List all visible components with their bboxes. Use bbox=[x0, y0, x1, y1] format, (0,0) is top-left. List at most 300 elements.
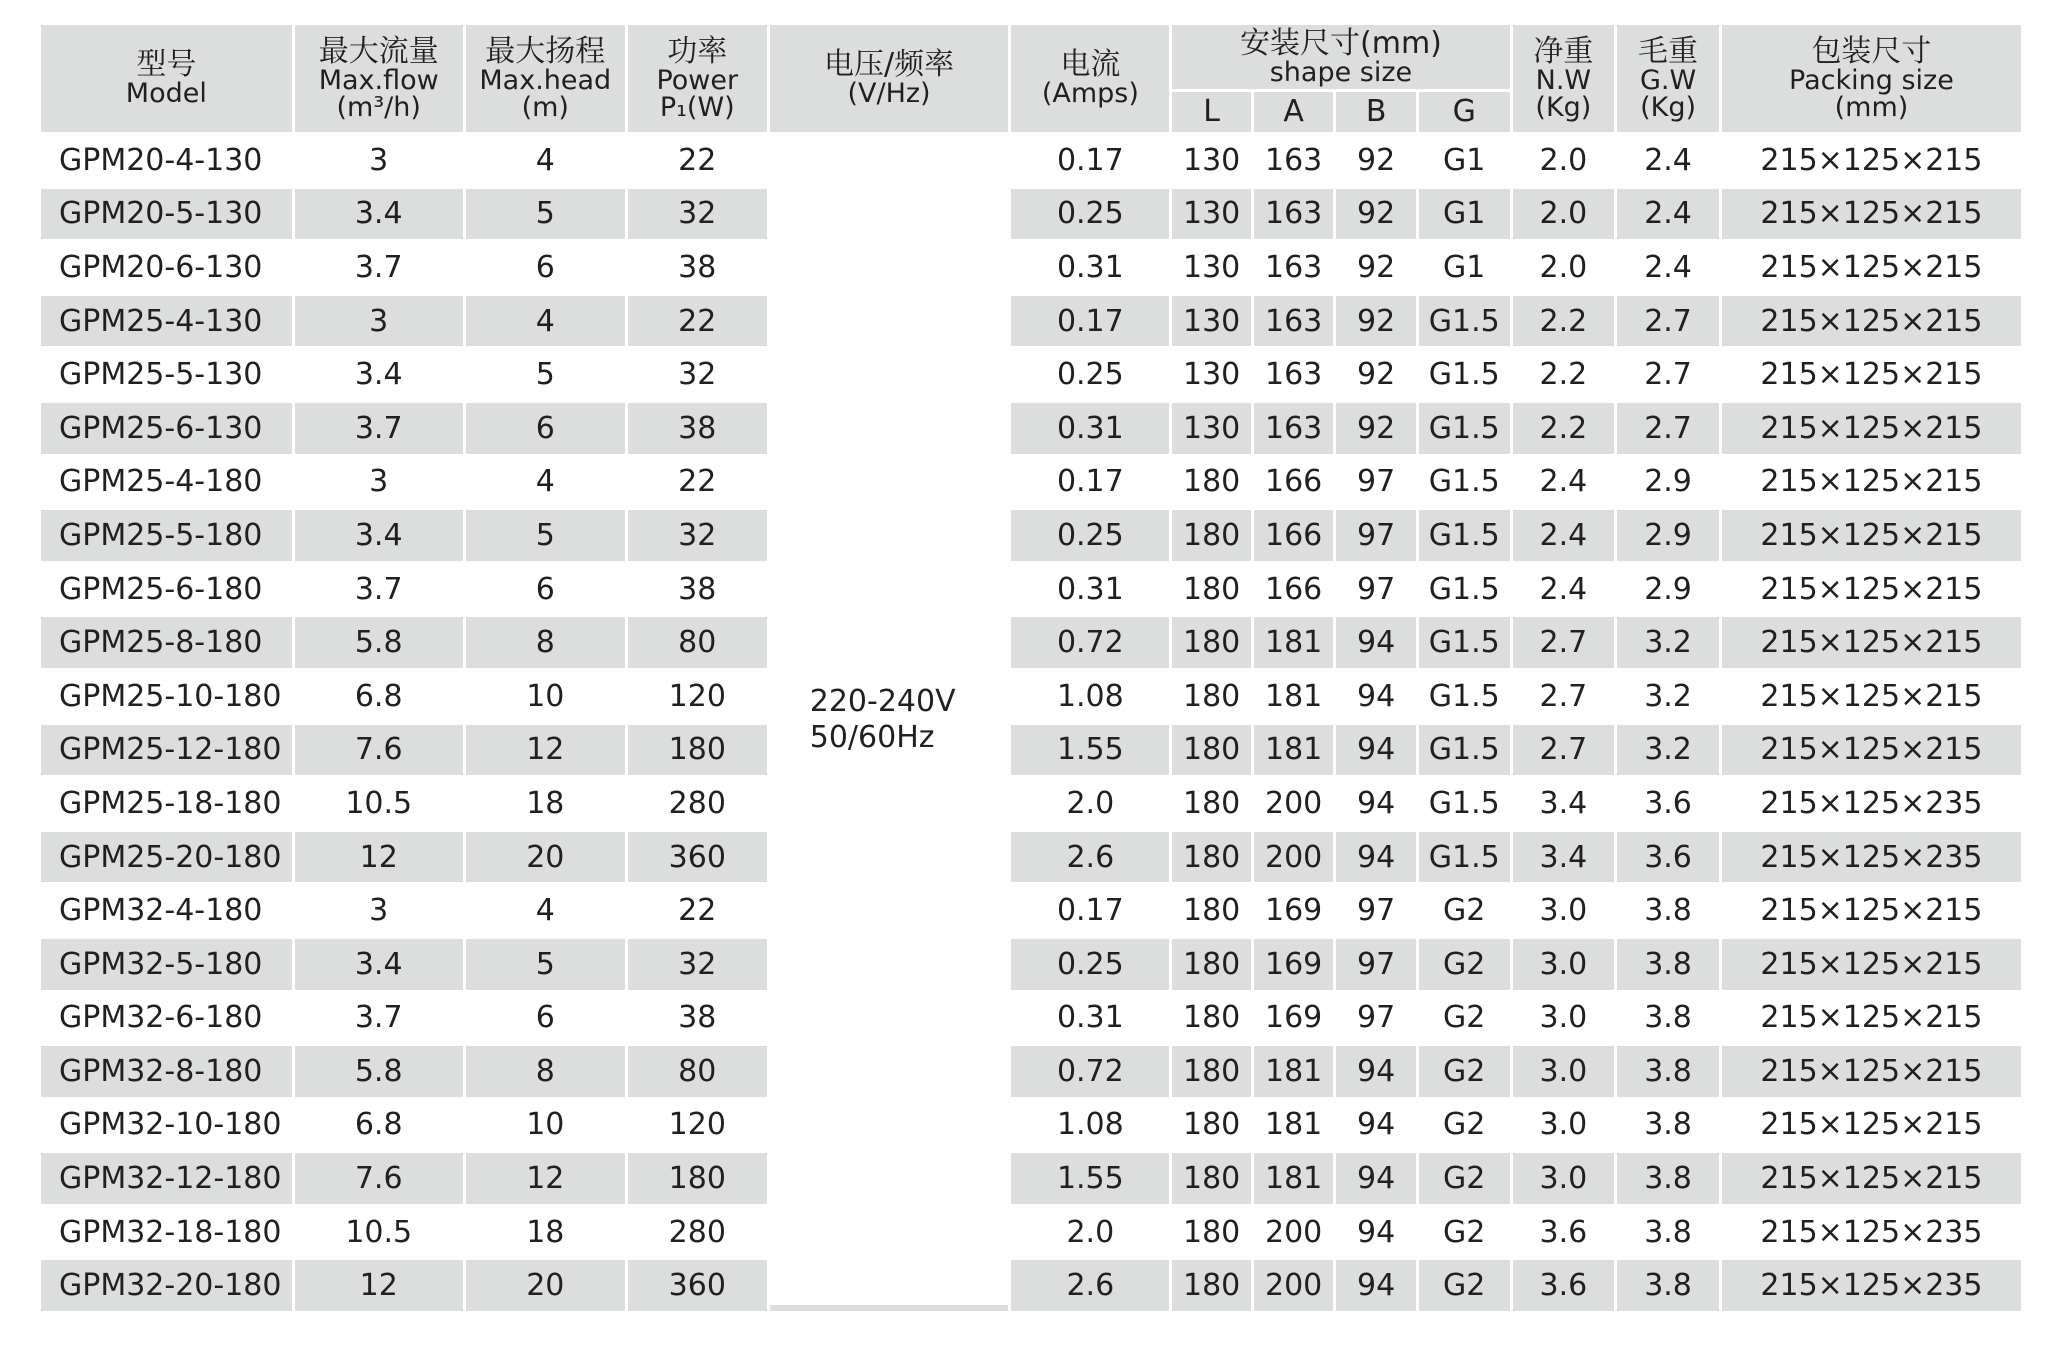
table-row bbox=[41, 403, 2021, 454]
cell-a: 181 bbox=[1254, 617, 1334, 668]
cell-power: 280 bbox=[628, 778, 767, 829]
cell-power: 180 bbox=[628, 725, 767, 776]
cell-l: 180 bbox=[1172, 671, 1251, 722]
cell-a: 200 bbox=[1254, 778, 1334, 829]
table-row bbox=[41, 457, 2021, 508]
cell-amps: 0.72 bbox=[1011, 1046, 1169, 1097]
cell-g: G1 bbox=[1419, 242, 1510, 293]
cell-l: 130 bbox=[1172, 189, 1251, 240]
cell-pack: 215×125×215 bbox=[1722, 189, 2021, 240]
cell-a: 169 bbox=[1254, 885, 1334, 936]
table-row bbox=[41, 349, 2021, 400]
cell-a: 163 bbox=[1254, 403, 1334, 454]
header-voltage bbox=[770, 25, 1009, 132]
cell-head: 18 bbox=[466, 1207, 625, 1258]
cell-g: G1.5 bbox=[1419, 617, 1510, 668]
header-nw-unit: (Kg) bbox=[1535, 91, 1592, 123]
cell-model: GPM25-20-180 bbox=[41, 832, 292, 883]
table-row bbox=[41, 135, 2021, 186]
cell-b: 94 bbox=[1336, 725, 1416, 776]
cell-l: 180 bbox=[1172, 939, 1251, 990]
table-row bbox=[41, 510, 2021, 561]
cell-pack: 215×125×215 bbox=[1722, 510, 2021, 561]
header-install-l: L bbox=[1172, 92, 1251, 132]
cell-model: GPM25-5-130 bbox=[41, 349, 292, 400]
cell-pack: 215×125×215 bbox=[1722, 457, 2021, 508]
header-packing-unit: (mm) bbox=[1834, 91, 1909, 123]
cell-pack: 215×125×215 bbox=[1722, 885, 2021, 936]
cell-l: 180 bbox=[1172, 1046, 1251, 1097]
cell-l: 130 bbox=[1172, 349, 1251, 400]
cell-gw: 3.8 bbox=[1617, 993, 1719, 1044]
cell-model: GPM32-6-180 bbox=[41, 993, 292, 1044]
cell-gw: 3.8 bbox=[1617, 1100, 1719, 1151]
header-nw-zh: 净重 bbox=[1533, 33, 1594, 69]
header-install-a: A bbox=[1254, 92, 1334, 132]
cell-nw: 3.4 bbox=[1513, 778, 1615, 829]
cell-head: 5 bbox=[466, 939, 625, 990]
cell-amps: 0.31 bbox=[1011, 993, 1169, 1044]
cell-model: GPM25-6-130 bbox=[41, 403, 292, 454]
cell-power: 22 bbox=[628, 457, 767, 508]
cell-g: G2 bbox=[1419, 885, 1510, 936]
header-power-unit: P₁(W) bbox=[659, 91, 735, 123]
cell-l: 130 bbox=[1172, 296, 1251, 347]
cell-power: 38 bbox=[628, 242, 767, 293]
header-install-en: shape size bbox=[1269, 56, 1413, 88]
header-current bbox=[1011, 25, 1169, 132]
cell-model: GPM32-12-180 bbox=[41, 1153, 292, 1204]
cell-model: GPM32-20-180 bbox=[41, 1260, 292, 1311]
table-row bbox=[41, 993, 2021, 1044]
header-power bbox=[628, 25, 767, 132]
cell-gw: 2.7 bbox=[1617, 296, 1719, 347]
cell-pack: 215×125×215 bbox=[1722, 1153, 2021, 1204]
cell-a: 166 bbox=[1254, 564, 1334, 615]
cell-gw: 2.9 bbox=[1617, 510, 1719, 561]
cell-a: 200 bbox=[1254, 832, 1334, 883]
cell-pack: 215×125×215 bbox=[1722, 617, 2021, 668]
header-head-unit: (m) bbox=[521, 91, 569, 123]
cell-amps: 2.0 bbox=[1011, 778, 1169, 829]
cell-nw: 2.4 bbox=[1513, 510, 1615, 561]
cell-flow: 3.7 bbox=[295, 564, 463, 615]
cell-l: 180 bbox=[1172, 1100, 1251, 1151]
cell-l: 180 bbox=[1172, 457, 1251, 508]
cell-b: 94 bbox=[1336, 832, 1416, 883]
cell-nw: 2.7 bbox=[1513, 617, 1615, 668]
cell-model: GPM25-4-180 bbox=[41, 457, 292, 508]
header-packing-en: Packing size bbox=[1789, 64, 1954, 96]
frequency-value: 50/60Hz bbox=[809, 720, 935, 756]
cell-flow: 7.6 bbox=[295, 1153, 463, 1204]
cell-nw: 2.4 bbox=[1513, 564, 1615, 615]
cell-amps: 1.08 bbox=[1011, 671, 1169, 722]
table-row bbox=[41, 1207, 2021, 1258]
cell-nw: 3.6 bbox=[1513, 1207, 1615, 1258]
cell-pack: 215×125×215 bbox=[1722, 403, 2021, 454]
cell-g: G1.5 bbox=[1419, 671, 1510, 722]
cell-amps: 0.17 bbox=[1011, 135, 1169, 186]
cell-g: G2 bbox=[1419, 1207, 1510, 1258]
cell-pack: 215×125×235 bbox=[1722, 778, 2021, 829]
cell-power: 360 bbox=[628, 1260, 767, 1311]
cell-l: 180 bbox=[1172, 1153, 1251, 1204]
voltage-value: 220-240V bbox=[809, 684, 956, 720]
cell-power: 22 bbox=[628, 296, 767, 347]
cell-head: 10 bbox=[466, 671, 625, 722]
table-row bbox=[41, 1046, 2021, 1097]
table-header bbox=[41, 25, 2021, 132]
cell-amps: 0.17 bbox=[1011, 457, 1169, 508]
cell-gw: 2.7 bbox=[1617, 403, 1719, 454]
cell-g: G1.5 bbox=[1419, 510, 1510, 561]
cell-power: 38 bbox=[628, 403, 767, 454]
table-row bbox=[41, 1100, 2021, 1151]
cell-l: 180 bbox=[1172, 993, 1251, 1044]
cell-model: GPM32-18-180 bbox=[41, 1207, 292, 1258]
cell-nw: 2.4 bbox=[1513, 457, 1615, 508]
cell-l: 180 bbox=[1172, 1207, 1251, 1258]
cell-amps: 0.17 bbox=[1011, 885, 1169, 936]
cell-a: 163 bbox=[1254, 296, 1334, 347]
header-voltage-zh: 电压/频率 bbox=[823, 47, 955, 82]
cell-pack: 215×125×215 bbox=[1722, 296, 2021, 347]
cell-nw: 3.0 bbox=[1513, 1046, 1615, 1097]
cell-head: 10 bbox=[466, 1100, 625, 1151]
cell-nw: 2.2 bbox=[1513, 296, 1615, 347]
cell-a: 166 bbox=[1254, 457, 1334, 508]
header-gw-zh: 毛重 bbox=[1638, 33, 1699, 69]
table-row bbox=[41, 778, 2021, 829]
cell-b: 97 bbox=[1336, 939, 1416, 990]
cell-flow: 3.4 bbox=[295, 939, 463, 990]
header-install-g: G bbox=[1419, 92, 1510, 132]
cell-flow: 3 bbox=[295, 296, 463, 347]
cell-model: GPM25-12-180 bbox=[41, 725, 292, 776]
header-current-zh: 电流 bbox=[1060, 47, 1121, 82]
cell-head: 5 bbox=[466, 189, 625, 240]
header-head-zh: 最大扬程 bbox=[485, 33, 606, 69]
cell-power: 32 bbox=[628, 510, 767, 561]
cell-a: 163 bbox=[1254, 189, 1334, 240]
cell-amps: 0.25 bbox=[1011, 939, 1169, 990]
cell-head: 12 bbox=[466, 725, 625, 776]
cell-g: G1.5 bbox=[1419, 832, 1510, 883]
header-head bbox=[466, 25, 625, 132]
cell-gw: 3.8 bbox=[1617, 1153, 1719, 1204]
cell-g: G1.5 bbox=[1419, 564, 1510, 615]
cell-pack: 215×125×215 bbox=[1722, 1046, 2021, 1097]
cell-model: GPM32-10-180 bbox=[41, 1100, 292, 1151]
header-nw-en: N.W bbox=[1535, 64, 1592, 96]
cell-amps: 0.25 bbox=[1011, 510, 1169, 561]
cell-l: 180 bbox=[1172, 617, 1251, 668]
cell-model: GPM32-5-180 bbox=[41, 939, 292, 990]
cell-g: G2 bbox=[1419, 1100, 1510, 1151]
cell-head: 6 bbox=[466, 993, 625, 1044]
cell-l: 130 bbox=[1172, 242, 1251, 293]
cell-pack: 215×125×215 bbox=[1722, 671, 2021, 722]
cell-flow: 5.8 bbox=[295, 1046, 463, 1097]
table-row bbox=[41, 564, 2021, 615]
cell-g: G1.5 bbox=[1419, 296, 1510, 347]
header-model-en: Model bbox=[125, 78, 207, 109]
cell-model: GPM32-4-180 bbox=[41, 885, 292, 936]
cell-head: 12 bbox=[466, 1153, 625, 1204]
cell-a: 181 bbox=[1254, 1046, 1334, 1097]
table-row bbox=[41, 939, 2021, 990]
cell-model: GPM25-6-180 bbox=[41, 564, 292, 615]
cell-amps: 0.72 bbox=[1011, 617, 1169, 668]
cell-a: 163 bbox=[1254, 349, 1334, 400]
cell-head: 20 bbox=[466, 1260, 625, 1311]
header-power-zh: 功率 bbox=[667, 33, 728, 69]
cell-gw: 3.2 bbox=[1617, 671, 1719, 722]
cell-head: 4 bbox=[466, 457, 625, 508]
cell-power: 180 bbox=[628, 1153, 767, 1204]
cell-head: 8 bbox=[466, 1046, 625, 1097]
table-row bbox=[41, 1260, 2021, 1311]
cell-gw: 3.2 bbox=[1617, 617, 1719, 668]
cell-gw: 3.8 bbox=[1617, 939, 1719, 990]
header-gw bbox=[1617, 25, 1719, 132]
cell-nw: 3.4 bbox=[1513, 832, 1615, 883]
cell-pack: 215×125×235 bbox=[1722, 1207, 2021, 1258]
cell-a: 169 bbox=[1254, 993, 1334, 1044]
table-row bbox=[41, 671, 2021, 722]
cell-b: 94 bbox=[1336, 1153, 1416, 1204]
header-voltage-unit: (V/Hz) bbox=[847, 78, 931, 109]
cell-b: 92 bbox=[1336, 349, 1416, 400]
cell-power: 22 bbox=[628, 135, 767, 186]
cell-g: G1.5 bbox=[1419, 725, 1510, 776]
cell-head: 5 bbox=[466, 510, 625, 561]
header-flow-zh: 最大流量 bbox=[318, 33, 439, 69]
cell-power: 22 bbox=[628, 885, 767, 936]
cell-l: 180 bbox=[1172, 510, 1251, 561]
cell-gw: 2.4 bbox=[1617, 135, 1719, 186]
header-install bbox=[1172, 25, 1509, 89]
cell-head: 4 bbox=[466, 885, 625, 936]
header-model-zh: 型号 bbox=[136, 47, 197, 82]
cell-g: G1.5 bbox=[1419, 457, 1510, 508]
cell-model: GPM25-4-130 bbox=[41, 296, 292, 347]
header-flow-unit: (m³/h) bbox=[336, 91, 421, 123]
cell-head: 8 bbox=[466, 617, 625, 668]
cell-flow: 10.5 bbox=[295, 1207, 463, 1258]
cell-g: G2 bbox=[1419, 993, 1510, 1044]
cell-model: GPM25-10-180 bbox=[41, 671, 292, 722]
cell-g: G1 bbox=[1419, 135, 1510, 186]
cell-gw: 3.6 bbox=[1617, 778, 1719, 829]
cell-pack: 215×125×235 bbox=[1722, 832, 2021, 883]
cell-power: 360 bbox=[628, 832, 767, 883]
cell-b: 97 bbox=[1336, 457, 1416, 508]
table-row bbox=[41, 189, 2021, 240]
cell-power: 32 bbox=[628, 189, 767, 240]
cell-amps: 2.6 bbox=[1011, 1260, 1169, 1311]
cell-pack: 215×125×215 bbox=[1722, 993, 2021, 1044]
cell-head: 4 bbox=[466, 296, 625, 347]
cell-pack: 215×125×215 bbox=[1722, 725, 2021, 776]
header-current-unit: (Amps) bbox=[1041, 78, 1139, 109]
cell-amps: 2.0 bbox=[1011, 1207, 1169, 1258]
cell-b: 92 bbox=[1336, 189, 1416, 240]
spec-table bbox=[38, 22, 2024, 1314]
cell-g: G2 bbox=[1419, 1260, 1510, 1311]
header-gw-unit: (Kg) bbox=[1640, 91, 1697, 123]
cell-head: 6 bbox=[466, 242, 625, 293]
cell-power: 80 bbox=[628, 617, 767, 668]
cell-flow: 6.8 bbox=[295, 1100, 463, 1151]
cell-pack: 215×125×215 bbox=[1722, 135, 2021, 186]
header-packing bbox=[1722, 25, 2021, 132]
cell-gw: 2.4 bbox=[1617, 242, 1719, 293]
cell-nw: 3.6 bbox=[1513, 1260, 1615, 1311]
cell-l: 130 bbox=[1172, 135, 1251, 186]
cell-gw: 3.2 bbox=[1617, 725, 1719, 776]
cell-model: GPM25-5-180 bbox=[41, 510, 292, 561]
cell-power: 32 bbox=[628, 939, 767, 990]
cell-power: 80 bbox=[628, 1046, 767, 1097]
cell-g: G1 bbox=[1419, 189, 1510, 240]
cell-head: 18 bbox=[466, 778, 625, 829]
header-nw bbox=[1513, 25, 1615, 132]
cell-flow: 12 bbox=[295, 1260, 463, 1311]
cell-a: 181 bbox=[1254, 1153, 1334, 1204]
cell-pack: 215×125×215 bbox=[1722, 349, 2021, 400]
cell-a: 181 bbox=[1254, 1100, 1334, 1151]
cell-head: 20 bbox=[466, 832, 625, 883]
cell-flow: 3.4 bbox=[295, 189, 463, 240]
cell-head: 5 bbox=[466, 349, 625, 400]
cell-a: 169 bbox=[1254, 939, 1334, 990]
cell-b: 97 bbox=[1336, 993, 1416, 1044]
table-body bbox=[41, 135, 2021, 1311]
cell-nw: 2.2 bbox=[1513, 403, 1615, 454]
cell-gw: 2.7 bbox=[1617, 349, 1719, 400]
cell-nw: 2.0 bbox=[1513, 242, 1615, 293]
header-install-b: B bbox=[1336, 92, 1416, 132]
cell-g: G2 bbox=[1419, 939, 1510, 990]
cell-amps: 0.31 bbox=[1011, 242, 1169, 293]
cell-power: 280 bbox=[628, 1207, 767, 1258]
cell-pack: 215×125×215 bbox=[1722, 564, 2021, 615]
cell-l: 180 bbox=[1172, 564, 1251, 615]
cell-pack: 215×125×215 bbox=[1722, 242, 2021, 293]
cell-gw: 3.8 bbox=[1617, 1260, 1719, 1311]
cell-b: 94 bbox=[1336, 617, 1416, 668]
cell-l: 130 bbox=[1172, 403, 1251, 454]
voltage-cell bbox=[770, 135, 1009, 1311]
cell-power: 120 bbox=[628, 1100, 767, 1151]
cell-nw: 3.0 bbox=[1513, 885, 1615, 936]
cell-flow: 3.4 bbox=[295, 510, 463, 561]
table-row bbox=[41, 242, 2021, 293]
cell-gw: 3.8 bbox=[1617, 1207, 1719, 1258]
cell-nw: 2.7 bbox=[1513, 725, 1615, 776]
header-packing-zh: 包装尺寸 bbox=[1811, 33, 1932, 69]
cell-amps: 0.31 bbox=[1011, 564, 1169, 615]
cell-nw: 3.0 bbox=[1513, 1100, 1615, 1151]
cell-gw: 3.8 bbox=[1617, 885, 1719, 936]
cell-amps: 1.55 bbox=[1011, 725, 1169, 776]
cell-amps: 1.55 bbox=[1011, 1153, 1169, 1204]
cell-pack: 215×125×215 bbox=[1722, 939, 2021, 990]
cell-a: 166 bbox=[1254, 510, 1334, 561]
cell-flow: 6.8 bbox=[295, 671, 463, 722]
cell-flow: 3.7 bbox=[295, 403, 463, 454]
cell-flow: 3 bbox=[295, 457, 463, 508]
cell-flow: 7.6 bbox=[295, 725, 463, 776]
cell-b: 92 bbox=[1336, 296, 1416, 347]
header-install-zh: 安装尺寸(mm) bbox=[1240, 25, 1442, 61]
cell-power: 38 bbox=[628, 564, 767, 615]
cell-a: 200 bbox=[1254, 1207, 1334, 1258]
cell-l: 180 bbox=[1172, 1260, 1251, 1311]
cell-amps: 0.31 bbox=[1011, 403, 1169, 454]
cell-nw: 2.7 bbox=[1513, 671, 1615, 722]
cell-a: 200 bbox=[1254, 1260, 1334, 1311]
cell-gw: 3.6 bbox=[1617, 832, 1719, 883]
cell-b: 94 bbox=[1336, 778, 1416, 829]
cell-nw: 2.2 bbox=[1513, 349, 1615, 400]
cell-head: 4 bbox=[466, 135, 625, 186]
cell-model: GPM20-5-130 bbox=[41, 189, 292, 240]
header-head-en: Max.head bbox=[479, 64, 612, 96]
cell-flow: 3.7 bbox=[295, 242, 463, 293]
header-gw-en: G.W bbox=[1639, 64, 1697, 96]
cell-head: 6 bbox=[466, 403, 625, 454]
cell-model: GPM25-18-180 bbox=[41, 778, 292, 829]
cell-flow: 10.5 bbox=[295, 778, 463, 829]
cell-flow: 3 bbox=[295, 135, 463, 186]
cell-model: GPM20-4-130 bbox=[41, 135, 292, 186]
cell-b: 97 bbox=[1336, 564, 1416, 615]
cell-b: 94 bbox=[1336, 1046, 1416, 1097]
cell-g: G2 bbox=[1419, 1046, 1510, 1097]
cell-power: 120 bbox=[628, 671, 767, 722]
cell-amps: 0.25 bbox=[1011, 189, 1169, 240]
cell-nw: 3.0 bbox=[1513, 993, 1615, 1044]
cell-g: G2 bbox=[1419, 1153, 1510, 1204]
table-row bbox=[41, 832, 2021, 883]
cell-a: 181 bbox=[1254, 725, 1334, 776]
table-row bbox=[41, 1153, 2021, 1204]
cell-model: GPM25-8-180 bbox=[41, 617, 292, 668]
cell-flow: 3 bbox=[295, 885, 463, 936]
table-row bbox=[41, 617, 2021, 668]
cell-amps: 0.25 bbox=[1011, 349, 1169, 400]
cell-nw: 2.0 bbox=[1513, 189, 1615, 240]
cell-nw: 3.0 bbox=[1513, 939, 1615, 990]
cell-model: GPM32-8-180 bbox=[41, 1046, 292, 1097]
cell-l: 180 bbox=[1172, 832, 1251, 883]
cell-l: 180 bbox=[1172, 778, 1251, 829]
cell-gw: 3.8 bbox=[1617, 1046, 1719, 1097]
cell-gw: 2.4 bbox=[1617, 189, 1719, 240]
cell-b: 92 bbox=[1336, 403, 1416, 454]
cell-pack: 215×125×215 bbox=[1722, 1100, 2021, 1151]
table-row bbox=[41, 296, 2021, 347]
cell-g: G1.5 bbox=[1419, 778, 1510, 829]
cell-gw: 2.9 bbox=[1617, 564, 1719, 615]
cell-flow: 12 bbox=[295, 832, 463, 883]
header-flow bbox=[295, 25, 463, 132]
table-row bbox=[41, 885, 2021, 936]
cell-flow: 3.4 bbox=[295, 349, 463, 400]
